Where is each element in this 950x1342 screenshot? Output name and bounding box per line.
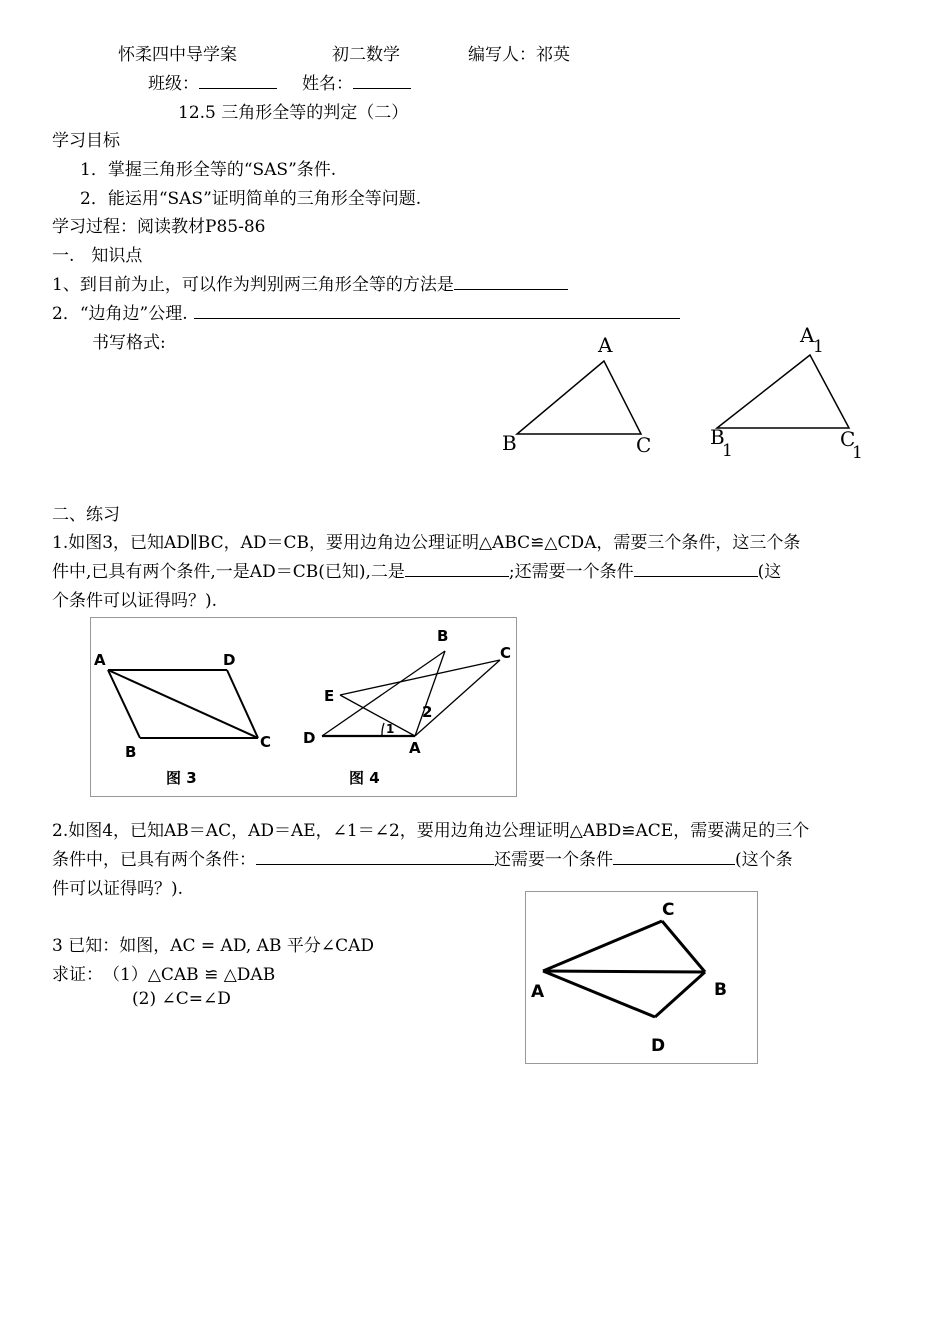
exercise-2-line-2 <box>52 845 793 870</box>
lesson-title: 12.5 三角形全等的判定（二） <box>178 103 409 123</box>
exercise-1-line-3: 个条件可以证得吗？). <box>52 591 218 611</box>
t1-label-a: A <box>598 333 613 357</box>
exercise-2-text-b: 还需要一个条件 <box>494 850 613 870</box>
knowledge-heading: 一. 知识点 <box>52 246 143 266</box>
school-name: 怀柔四中导学案 <box>118 45 237 65</box>
exercise-1-line-1: 1.如图3，已知AD∥BC，AD＝CB，要用边角边公理证明△ABC≌△CDA，需要三个条件，这三个条 <box>52 533 801 553</box>
fig5-label-c: C <box>662 900 675 920</box>
objective-item-2: 2．能运用“SAS”证明简单的三角形全等问题. <box>80 189 422 209</box>
objectives-heading: 学习目标 <box>52 131 120 151</box>
figure-3-4 <box>90 617 518 798</box>
objective-item-1: 1．掌握三角形全等的“SAS”条件. <box>80 160 337 180</box>
t2-label-a: A <box>800 323 815 347</box>
writing-format: 书写格式: <box>92 333 166 353</box>
fig4-angle-1: 1 <box>386 722 395 736</box>
exercise-2-text-a: 条件中，已具有两个条件： <box>52 850 256 870</box>
exercise-1-line-2 <box>52 557 781 582</box>
fig5-ab <box>543 971 705 972</box>
t2-label-c-sub: 1 <box>852 443 863 463</box>
name-label: 姓名： <box>302 74 353 94</box>
exercise-heading: 二、练习 <box>52 505 120 525</box>
exercise-1-text-c: (这 <box>757 562 782 582</box>
t1-label-b: B <box>502 431 517 455</box>
exercise-2-line-3: 件可以证得吗？). <box>52 879 184 899</box>
knowledge-q2-text: 2．“边角边”公理. <box>52 304 188 324</box>
exercise-1-blank-2[interactable] <box>634 562 758 577</box>
fig4-label-e: E <box>324 687 335 705</box>
figure-3-4-frame <box>91 618 517 797</box>
triangle-abc <box>517 361 641 434</box>
author: 编写人：祁英 <box>468 45 570 65</box>
knowledge-q1-text: 1、到目前为止，可以作为判别两三角形全等的方法是 <box>52 275 454 295</box>
exercise-1-text-a: 件中,已具有两个条件,一是AD＝CB(已知),二是 <box>52 562 405 582</box>
exercise-2-blank-1[interactable] <box>256 850 494 865</box>
fig3-caption: 图 3 <box>166 769 197 787</box>
t1-label-c: C <box>636 433 652 457</box>
fig3-label-b: B <box>125 743 137 761</box>
triangle-a1b1c1 <box>717 355 849 428</box>
fig4-label-a: A <box>409 739 421 757</box>
figure-5 <box>525 891 759 1065</box>
class-label: 班级： <box>148 74 199 94</box>
fig4-caption: 图 4 <box>349 769 380 787</box>
t2-label-a-sub: 1 <box>813 337 824 357</box>
t2-label-b: B <box>710 425 725 449</box>
process-text: 学习过程：阅读教材P85-86 <box>52 217 266 237</box>
triangle-figures <box>0 0 950 470</box>
exercise-3-prove-2: (2) ∠C=∠D <box>132 989 231 1009</box>
fig5-label-a: A <box>531 982 545 1002</box>
t2-label-c: C <box>840 427 856 451</box>
exercise-2-line-1: 2.如图4，已知AB＝AC，AD＝AE，∠1＝∠2，要用边角边公理证明△ABD≌ACE，需要满足的三个 <box>52 821 810 841</box>
exercise-3-prove-1: 求证： （1）△CAB ≌ △DAB <box>52 965 276 985</box>
subject: 初二数学 <box>332 45 400 65</box>
exercise-2-blank-2[interactable] <box>613 850 735 865</box>
exercise-3-given: 3 已知：如图，AC = AD, AB 平分∠CAD <box>52 936 374 956</box>
fig3-label-a: A <box>94 651 106 669</box>
fig4-label-c: C <box>500 644 512 662</box>
fig5-label-b: B <box>714 980 727 1000</box>
fig5-label-d: D <box>651 1036 666 1056</box>
t2-label-b-sub: 1 <box>722 441 733 461</box>
fig3-label-c: C <box>260 733 272 751</box>
fig4-label-d: D <box>303 729 316 747</box>
exercise-1-blank-1[interactable] <box>405 562 509 577</box>
fig4-angle-2: 2 <box>422 703 433 721</box>
exercise-1-text-b: ;还需要一个条件 <box>508 562 634 582</box>
exercise-2-text-c: (这个条 <box>735 850 793 870</box>
fig3-label-d: D <box>223 651 236 669</box>
fig4-label-b: B <box>437 627 449 645</box>
